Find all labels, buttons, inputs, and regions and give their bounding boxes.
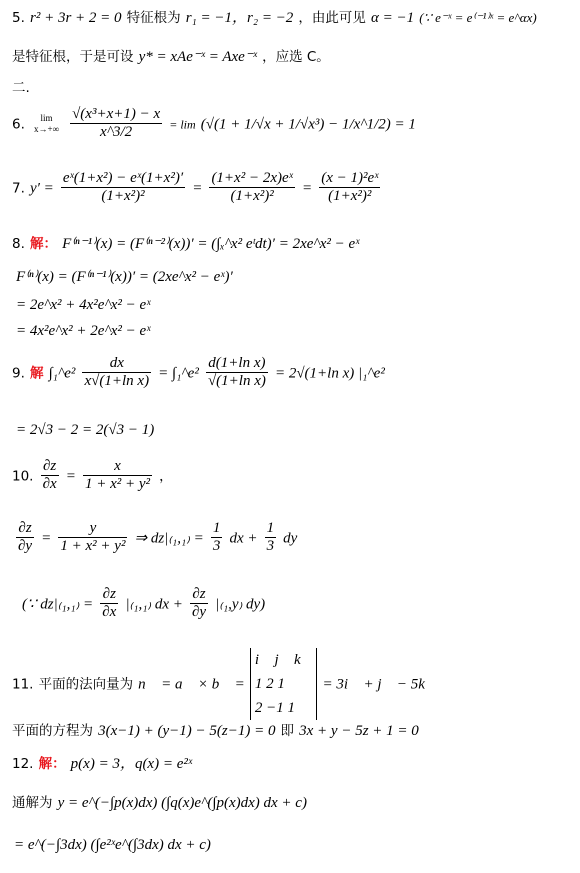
solution-label: 解： [29, 236, 57, 252]
item-8-step: = 2e^x² + 4x²e^x² − eˣ [16, 297, 151, 313]
text: 特征根为 [126, 10, 181, 26]
partial-derivative: $\frac{\partial z}{\partial x}$ [102, 586, 117, 621]
item-number: 6. [12, 116, 25, 133]
fraction: $\frac{\text{(x − 1)²eˣ}}{\text{(1+x²)²}}$ [321, 170, 379, 205]
item-number: 10. [12, 468, 34, 485]
lhs: y′ = [29, 180, 54, 197]
item-number: 5. [12, 10, 25, 26]
integral: ∫₁^e² [48, 365, 76, 382]
item-7-line: 7. y′ = $\frac{\text{eˣ(1+x²) − eˣ(1+x²)′}}{\text{(1+x²)²}}$ = $\frac{\text{(1+x² − 2x)eˣ}}{\text{(1+x²)²}}$ = $\frac{\text{(x − 1)²eˣ}}{\text{(1+x²)²}}$ [12, 170, 379, 205]
result: = 2√(1+ln x) |₁^e² [274, 365, 385, 382]
determinant: i⃗ j⃗ k⃗ 1 2 1 2 −1 1 [250, 648, 318, 720]
item-number: 11. [12, 676, 34, 693]
alpha-value: α = −1 [371, 10, 415, 26]
item-12-step: = e^(−∫3dx) (∫e²ˣe^(∫3dx) dx + c) [14, 837, 211, 853]
solution-label: 解 [29, 365, 44, 382]
partial-derivative: $\frac{\partial z}{\partial y}$ [191, 586, 207, 621]
item-number: 9. [12, 365, 25, 382]
partial-derivative: $\frac{\partial z}{\partial x}$ [42, 458, 57, 493]
item-9-line [12, 355, 385, 391]
item-number: 7. [12, 180, 25, 197]
particular-solution: y* = xAe⁻ˣ = Axe⁻ˣ [138, 49, 257, 65]
item-11-plane: 平面的方程为 3(x−1) + (y−1) − 5(z−1) = 0 即 3x + y − 5z + 1 = 0 [12, 723, 419, 739]
fraction: $\frac{y}{\text{1 + x² + y²}}$ [60, 520, 126, 555]
item-12-general: 通解为 y = e^(−∫p(x)dx) (∫q(x)e^(∫p(x)dx) dx + c) [12, 795, 307, 811]
fraction: $\frac{\text{d(1+ln x)}}{\text{√(1+ln x)}}$ [207, 355, 266, 390]
item-11-line: 11. 平面的法向量为 n⃗ = a⃗ × b⃗ = i⃗ j⃗ k⃗ 1 2 1 2 −1 1 = 3i⃗ + j⃗ − 5k⃗ [12, 648, 437, 720]
text: 是特征根，于是可设 [12, 49, 134, 65]
section-heading: 二. [12, 80, 30, 96]
item-8-step: F⁽ⁿ⁾(x) = (F⁽ⁿ⁻¹⁾(x))′ = (2xe^x² − eˣ)′ [16, 269, 233, 285]
result: = 3i⃗ + j⃗ − 5k⃗ [322, 676, 437, 693]
item-number: 12. [12, 756, 34, 772]
char-equation: r² + 3r + 2 = 0 [29, 10, 122, 26]
item-5-line [12, 6, 537, 27]
item-9-step: = 2√3 − 2 = 2(√3 − 1) [16, 422, 155, 438]
equation: F⁽ⁿ⁻¹⁾(x) = (F⁽ⁿ⁻²⁾(x))′ = (∫ₓ^x² eᵗdt)′ = 2xe^x² − eˣ [62, 236, 360, 252]
fraction: $\frac{\text{(1+x² − 2x)eˣ}}{\text{(1+x²)²}}$ [211, 170, 293, 205]
fraction: $\frac{\text{eˣ(1+x²) − eˣ(1+x²)′}}{\text{(1+x²)²}}$ [62, 170, 184, 205]
fraction: $\frac{1}{3}$ [266, 520, 275, 555]
limit-expression: (√(1 + 1/√x + 1/√x³) − 1/x^1/2) = 1 [200, 116, 416, 133]
integral: = ∫₁^e² [158, 365, 199, 382]
fraction: $\frac{1}{3}$ [212, 520, 221, 555]
text: ，应选 C。 [262, 49, 330, 65]
item-number: 8. [12, 236, 25, 252]
text: ，由此可见 [298, 10, 366, 26]
item-8-step: = 4x²e^x² + 2e^x² − eˣ [16, 323, 151, 339]
item-6-line [12, 106, 416, 142]
fraction: $\frac{\text{√(x³+x+1) − x}}{x\^{}3/2}$ [72, 106, 161, 141]
item-8-line [12, 232, 359, 253]
limit: = lim [169, 117, 196, 132]
item-12-line: 12. 解： p(x) = 3，q(x) = e²ˣ [12, 756, 193, 772]
item-10-reason: (∵ dz|₍₁,₁₎ = $\frac{\partial z}{\partial x}$ |₍₁,₁₎ dx + $\frac{\partial z}{\partial y}$ |₍₁,y₎ dy) [22, 586, 266, 621]
reason: (∵ e⁻ˣ = e⁽⁻¹⁾ˣ = e^αx) [419, 10, 537, 25]
item-5-conclusion [12, 45, 330, 66]
item-10-line: 10. $\frac{\partial z}{\partial x}$ = $\frac{x}{\text{1 + x² + y²}}$ ， [12, 458, 173, 493]
normal-vector: n⃗ = a⃗ × b⃗ = [138, 676, 245, 693]
limit: lim x→+∞ [33, 113, 59, 134]
roots: r₁ = −1，r₂ = −2 [185, 10, 294, 26]
fraction: $\frac{x}{\text{1 + x² + y²}}$ [84, 458, 151, 493]
partial-derivative: $\frac{\partial z}{\partial y}$ [18, 520, 33, 555]
fraction: $\frac{dx}{\text{x√(1+ln x)}}$ [84, 355, 150, 390]
item-10-step: $\frac{\partial z}{\partial y}$ = $\frac{y}{\text{1 + x² + y²}}$ ⇒ dz|₍₁,₁₎ = $\frac{1}{3}$ dx + $\frac{1}{3}$ dy [18, 520, 298, 555]
solution-label: 解： [38, 756, 66, 772]
